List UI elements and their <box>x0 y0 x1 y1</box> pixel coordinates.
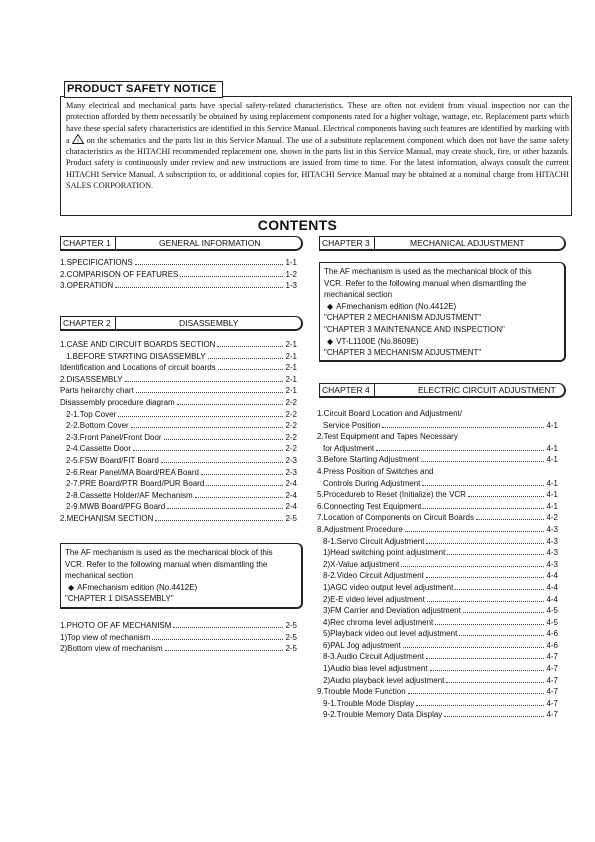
toc-entry <box>317 443 558 455</box>
toc-entry-page: 2-1 <box>285 351 297 361</box>
toc-entry <box>60 269 297 281</box>
toc-entry-label: 2)E-E video level adjustment <box>323 594 425 604</box>
toc-entry-label: Disassembly procedure diagram <box>60 397 175 407</box>
toc-entry-page: 2-2 <box>285 432 297 442</box>
toc-leader-dots <box>446 675 544 683</box>
toc-entry-page: 4-3 <box>546 536 558 546</box>
toc-entry-label: 1)AGC video output level adjustment <box>323 582 454 592</box>
toc-entry <box>317 663 558 675</box>
toc-entry <box>317 605 558 617</box>
toc-entry-page: 4-1 <box>546 420 558 430</box>
note-line: The AF mechanism is used as the mechanical block of this <box>65 548 273 557</box>
safety-notice-text <box>66 100 569 191</box>
toc-entry <box>317 686 558 698</box>
toc-leader-dots <box>206 478 283 486</box>
chapter-3-note-box <box>319 262 566 362</box>
toc-entry <box>317 408 558 420</box>
note-line: "CHAPTER 1 DISASSEMBLY" <box>65 594 174 604</box>
toc-entry-label: Service Position <box>323 420 381 430</box>
toc-entry-label: 2)Audio playback level adjustment <box>323 675 445 685</box>
toc-entry-label: 9.Trouble Mode Function <box>317 687 406 697</box>
toc-entry-page: 4-5 <box>546 617 558 627</box>
toc-leader-dots <box>401 559 544 567</box>
toc-entry <box>317 524 558 536</box>
toc-entry-label: 2.MECHANISM SECTION <box>60 513 154 523</box>
toc-leader-dots <box>468 489 544 497</box>
chapter-1-header <box>60 236 303 251</box>
note-line: VCR. Refer to the following manual when dismantling the <box>65 559 268 569</box>
toc-entry-page: 2-1 <box>285 363 297 373</box>
toc-entry-page: 4-1 <box>546 501 558 511</box>
toc-leader-dots <box>208 351 284 359</box>
toc-entry-page: 2-5 <box>285 513 297 523</box>
toc-entry-label: 2-6.Rear Panel/MA Board/REA Board <box>66 467 199 477</box>
toc-entry-page: 4-3 <box>546 559 558 569</box>
toc-leader-dots <box>125 374 284 382</box>
toc-leader-dots <box>427 594 545 602</box>
toc-entry-label: 4)Rec chroma level adjustment <box>323 617 434 627</box>
toc-entry-page: 1-1 <box>285 258 297 267</box>
toc-entry <box>317 640 558 652</box>
toc-leader-dots <box>155 513 283 521</box>
note-line: mechanical section <box>324 290 393 300</box>
toc-entry-label: 7.Location of Components on Circuit Boards <box>317 513 474 523</box>
chapter-4-header <box>319 383 566 398</box>
toc-leader-dots <box>421 454 545 462</box>
toc-entry <box>60 478 297 490</box>
toc-leader-dots <box>426 536 544 544</box>
toc-entry <box>317 582 558 594</box>
toc-entry-page: 4-7 <box>546 710 558 720</box>
note-line: VCR. Refer to the following manual when dismantling the <box>324 278 527 288</box>
toc-entry-label: 2-4.Cassette Door <box>66 444 131 454</box>
toc-entry <box>60 339 297 351</box>
chapter-2-mechanism-toc <box>60 620 297 655</box>
toc-entry <box>60 362 297 374</box>
toc-entry-label: 2.COMPARISON OF FEATURES <box>60 269 179 279</box>
chapter-4-toc <box>317 408 558 721</box>
note-line: "CHAPTER 3 MAINTENANCE AND INSPECTION" <box>324 324 505 334</box>
toc-entry-page: 2-1 <box>285 340 297 349</box>
toc-leader-dots <box>426 570 545 578</box>
toc-leader-dots <box>217 339 283 347</box>
toc-entry-page: 2-4 <box>285 502 297 512</box>
toc-leader-dots <box>161 455 284 463</box>
toc-entry <box>60 409 297 421</box>
toc-leader-dots <box>164 432 284 440</box>
safety-notice-box <box>60 83 572 216</box>
toc-entry-page: 2-5 <box>285 632 297 642</box>
toc-entry-label: 2)Bottom view of mechanism <box>60 644 163 654</box>
toc-entry-page: 1-2 <box>285 269 297 279</box>
chapter-4-number: CHAPTER 4 <box>320 383 375 398</box>
toc-entry <box>317 431 558 443</box>
toc-entry <box>317 698 558 710</box>
toc-entry-page: 4-4 <box>546 582 558 592</box>
note-line: VT-L1100E (No.8609E) <box>336 336 419 346</box>
toc-leader-dots <box>459 628 544 636</box>
toc-leader-dots <box>152 632 283 640</box>
toc-entry-label: 4.Press Position of Switches and <box>317 466 434 476</box>
toc-leader-dots <box>195 490 284 498</box>
toc-entry-label: 8-3.Audio Circuit Adjustment <box>323 652 424 662</box>
toc-entry <box>60 467 297 479</box>
safety-notice-title: PRODUCT SAFETY NOTICE <box>64 81 223 98</box>
toc-leader-dots <box>447 547 544 555</box>
toc-leader-dots <box>135 257 284 265</box>
toc-entry-page: 2-3 <box>285 467 297 477</box>
toc-entry-page: 4-3 <box>546 548 558 558</box>
toc-entry <box>317 651 558 663</box>
toc-entry-label: 8.Adjustment Procedure <box>317 524 403 534</box>
toc-entry <box>60 351 297 363</box>
toc-entry-label: 2-7.PRE Board/PTR Board/PUR Board <box>66 479 205 489</box>
toc-entry-label: 2)X-Value adjustment <box>323 559 400 569</box>
toc-entry-page: 2-1 <box>285 386 297 396</box>
toc-entry-label: 2-1.Top Cover <box>66 409 117 419</box>
toc-leader-dots <box>408 686 545 694</box>
toc-entry-label: 1.Circuit Board Location and Adjustment/ <box>317 409 462 418</box>
toc-entry-page: 2-5 <box>285 621 297 630</box>
toc-entry-page: 4-1 <box>546 478 558 488</box>
toc-entry-label: 1.SPECIFICATIONS <box>60 258 133 267</box>
toc-entry-page: 4-1 <box>546 455 558 465</box>
toc-leader-dots <box>463 605 545 613</box>
toc-leader-dots <box>133 443 284 451</box>
toc-entry-page: 2-1 <box>285 374 297 384</box>
toc-leader-dots <box>405 524 545 532</box>
toc-entry <box>60 620 297 632</box>
toc-entry-label: 6)PAL Jog adjustment <box>323 640 401 650</box>
toc-leader-dots <box>382 420 544 428</box>
toc-entry <box>60 280 297 292</box>
toc-entry-label: 2-8.Cassette Holder/AF Mechanism <box>66 490 193 500</box>
toc-entry-label: 1.CASE AND CIRCUIT BOARDS SECTION <box>60 340 216 349</box>
toc-leader-dots <box>136 385 284 393</box>
toc-entry-page: 4-7 <box>546 698 558 708</box>
toc-entry-label: 3.OPERATION <box>60 281 114 291</box>
toc-leader-dots <box>422 478 544 486</box>
toc-entry-page: 4-2 <box>546 513 558 523</box>
toc-leader-dots <box>177 397 284 405</box>
toc-entry-label: 5.Procedureb to Reset (Initialize) the VCR <box>317 490 466 500</box>
toc-entry <box>317 536 558 548</box>
chapter-2-note-box <box>60 543 303 609</box>
toc-entry <box>60 501 297 513</box>
toc-entry-label: Parts heirarchy chart <box>60 386 134 396</box>
toc-leader-dots <box>455 582 544 590</box>
toc-entry-page: 4-7 <box>546 687 558 697</box>
toc-entry <box>60 374 297 386</box>
toc-entry-label: 5)Playback video out level adjustment <box>323 629 458 639</box>
chapter-1-number: CHAPTER 1 <box>61 236 116 251</box>
toc-entry <box>60 490 297 502</box>
note-line: AFmechanism edition (No.4412E) <box>336 301 457 311</box>
toc-entry <box>317 709 558 721</box>
diamond-bullet-icon: ◆ <box>327 301 334 311</box>
toc-entry-label: 2.Test Equipment and Tapes Necessary <box>317 432 458 442</box>
toc-entry-page: 4-5 <box>546 606 558 616</box>
toc-entry-label: 2-5.FSW Board/FIT Board <box>66 455 159 465</box>
toc-leader-dots <box>180 269 283 277</box>
toc-entry-label: 3)FM Carrier and Deviation adjustment <box>323 606 461 616</box>
toc-entry <box>317 466 558 478</box>
toc-entry-page: 2-2 <box>285 444 297 454</box>
chapter-4-title: ELECTRIC CIRCUIT ADJUSTMENT <box>418 385 556 395</box>
toc-entry-page: 4-6 <box>546 640 558 650</box>
toc-entry <box>60 385 297 397</box>
toc-entry <box>317 501 558 513</box>
contents-heading: CONTENTS <box>257 217 338 233</box>
toc-leader-dots <box>115 280 283 288</box>
toc-leader-dots <box>118 409 283 417</box>
toc-entry-page: 4-7 <box>546 675 558 685</box>
toc-entry-page: 2-2 <box>285 409 297 419</box>
chapter-1-title: GENERAL INFORMATION <box>159 238 261 248</box>
chapter-2-title: DISASSEMBLY <box>179 318 239 328</box>
toc-entry-label: Controls During Adjustment <box>323 478 421 488</box>
toc-entry <box>60 432 297 444</box>
toc-entry <box>317 617 558 629</box>
toc-entry-page: 2-3 <box>285 455 297 465</box>
toc-leader-dots <box>165 643 284 651</box>
warning-triangle-icon <box>72 134 84 144</box>
toc-entry-label: 2-9.MWB Board/PFG Board <box>66 502 166 512</box>
toc-entry-page: 4-4 <box>546 571 558 581</box>
toc-entry-label: 1)Head switching point adjustment <box>323 548 446 558</box>
chapter-2-number: CHAPTER 2 <box>61 316 116 331</box>
toc-entry <box>317 512 558 524</box>
toc-entry-label: 1.PHOTO OF AF MECHANISM <box>60 621 172 630</box>
toc-entry-page: 4-7 <box>546 652 558 662</box>
toc-leader-dots <box>426 651 545 659</box>
toc-entry-label: 3.Before Starting Adjustment <box>317 455 419 465</box>
chapter-2-header <box>60 316 303 331</box>
toc-entry-label: 6.Connecting Test Equipment <box>317 501 422 511</box>
toc-entry-page: 2-2 <box>285 421 297 431</box>
toc-entry-label: 2.DISASSEMBLY <box>60 374 123 384</box>
toc-entry-label: Identification and Locations of circuit boards <box>60 363 216 373</box>
safety-text-part-b: on the schematics and the parts list in this Service Manual. The use of a substitute replacement component which does not have the same safety characteristics as the HITACHI recommended replacement one, shown in the parts list in this Service Manual, may create shock, fire, or other hazards. Product safety is continuously under review and new instructions are issued from time to time. For the latest information, always consult the current HITACHI Service Manual. A subscription to, or additional copies for, HITACHI Service Manual may be obtained at a nominal charge from HITACHI SALES CORPORATION. <box>66 135 570 190</box>
toc-entry-label: 8-1.Servo Circuit Adjustment <box>323 536 425 546</box>
toc-entry-label: for Adjustment <box>323 443 375 453</box>
diamond-bullet-icon: ◆ <box>68 582 75 592</box>
toc-leader-dots <box>218 362 284 370</box>
note-line: "CHAPTER 2 MECHANISM ADJUSTMENT" <box>324 313 482 323</box>
toc-leader-dots <box>131 420 284 428</box>
toc-leader-dots <box>476 512 544 520</box>
safety-text-part-a: Many electrical and mechanical parts have special safety-related characteristics. These are often not evident from visual inspection nor can the protection afforded by them necessarily be obtained by using replacement components rated for a higher voltage, wattage, etc. Replacement parts which have these special safety characteristics are identified in this Service Manual. Electrical components having such features are identified by marking with a <box>66 101 569 145</box>
toc-entry-label: 1)Audio bias level adjustment <box>323 664 428 674</box>
toc-entry <box>317 547 558 559</box>
toc-entry-page: 2-4 <box>285 490 297 500</box>
chapter-3-number: CHAPTER 3 <box>320 236 375 251</box>
toc-entry-label: 9-2.Trouble Memory Data Display <box>323 710 443 720</box>
toc-entry <box>60 443 297 455</box>
chapter-3-header <box>319 236 566 251</box>
toc-entry <box>317 628 558 640</box>
toc-entry <box>60 513 297 525</box>
toc-entry-page: 4-3 <box>546 524 558 534</box>
toc-leader-dots <box>430 663 545 671</box>
toc-entry-page: 4-1 <box>546 443 558 453</box>
toc-entry <box>317 454 558 466</box>
toc-entry <box>317 478 558 490</box>
toc-entry-page: 2-5 <box>285 644 297 654</box>
diamond-bullet-icon: ◆ <box>327 336 334 346</box>
toc-entry <box>60 257 297 269</box>
toc-entry-label: 1.BEFORE STARTING DISASSEMBLY <box>66 351 206 361</box>
toc-entry <box>317 420 558 432</box>
toc-leader-dots <box>173 620 283 628</box>
note-line: mechanical section <box>65 571 134 581</box>
toc-entry <box>317 675 558 687</box>
chapter-2-toc <box>60 339 297 525</box>
toc-entry-page: 4-6 <box>546 629 558 639</box>
toc-entry <box>60 632 297 644</box>
toc-entry <box>60 643 297 655</box>
toc-leader-dots <box>201 467 283 475</box>
toc-entry <box>60 397 297 409</box>
toc-entry-page: 4-4 <box>546 594 558 604</box>
note-line: AFmechanism edition (No.4412E) <box>77 582 198 592</box>
toc-entry-label: 9-1.Trouble Mode Display <box>323 698 415 708</box>
toc-entry-label: 1)Top view of mechanism <box>60 632 151 642</box>
note-line: The AF mechanism is used as the mechanical block of this <box>324 267 532 276</box>
toc-entry-page: 2-4 <box>285 479 297 489</box>
toc-entry-page: 1-3 <box>285 281 297 291</box>
toc-entry-page: 4-7 <box>546 664 558 674</box>
toc-entry <box>317 570 558 582</box>
toc-leader-dots <box>403 640 545 648</box>
toc-leader-dots <box>423 501 544 509</box>
svg-text:!: ! <box>77 137 80 144</box>
toc-entry-page: 4-1 <box>546 490 558 500</box>
chapter-3-title: MECHANICAL ADJUSTMENT <box>410 238 525 248</box>
toc-entry <box>60 420 297 432</box>
toc-entry <box>317 559 558 571</box>
toc-entry <box>317 594 558 606</box>
toc-entry-label: 2-3.Front Panel/Front Door <box>66 432 162 442</box>
toc-entry-label: 2-2.Bottom Cover <box>66 421 129 431</box>
note-line: "CHAPTER 3 MECHANISM ADJUSTMENT" <box>324 348 482 358</box>
toc-leader-dots <box>435 617 544 625</box>
chapter-1-toc <box>60 257 297 292</box>
toc-entry-page: 2-2 <box>285 397 297 407</box>
toc-leader-dots <box>444 709 544 717</box>
toc-entry <box>317 489 558 501</box>
toc-leader-dots <box>416 698 544 706</box>
toc-leader-dots <box>167 501 283 509</box>
toc-entry-label: 8-2.Video Circuit Adjustment <box>323 571 424 581</box>
toc-leader-dots <box>376 443 544 451</box>
toc-entry <box>60 455 297 467</box>
